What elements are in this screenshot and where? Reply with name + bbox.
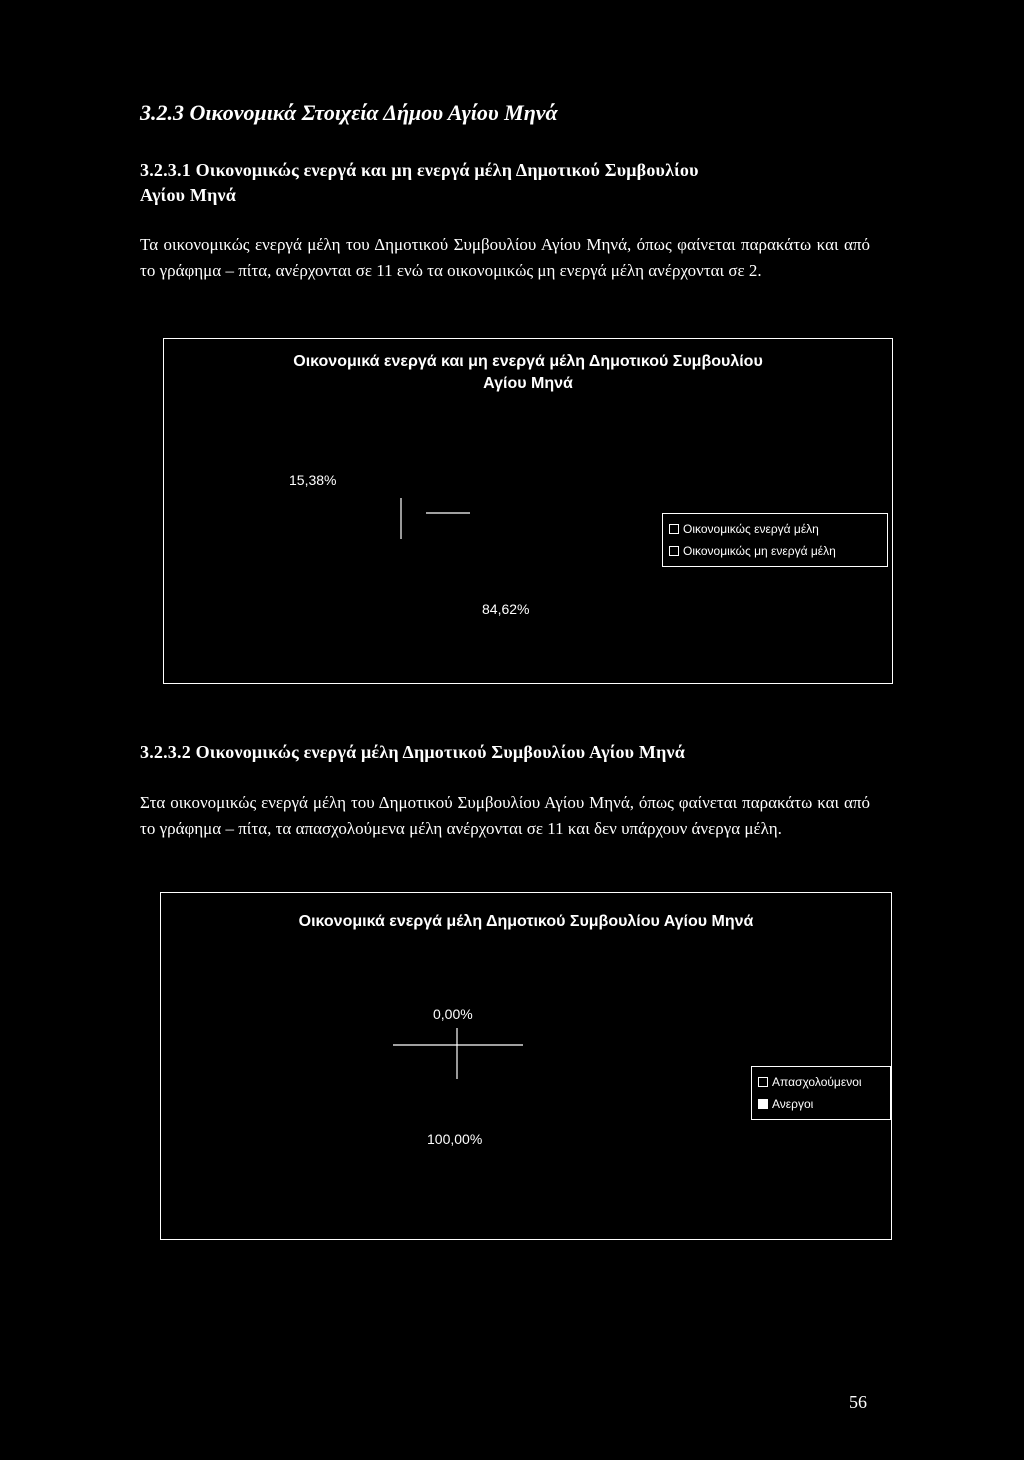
legend-swatch-icon [669,546,679,556]
chart-2-legend-label-employed: Απασχολούμενοι [772,1075,862,1089]
chart-1-title-line1: Οικονομικά ενεργά και μη ενεργά μέλη Δημοτικού Συμβουλίου [293,353,763,370]
subsection-1-paragraph: Τα οικονομικώς ενεργά μέλη του Δημοτικού Συμβουλίου Αγίου Μηνά, όπως φαίνεται παρακάτω και από το γράφημα – πίτα, ανέρχονται σε 11 ενώ τα οικονομικώς μη ενεργά μέλη ανέρχονται σε 2. [140,235,870,280]
subsection-2-heading: 3.2.3.2 Οικονομικώς ενεργά μέλη Δημοτικού Συμβουλίου Αγίου Μηνά [140,742,686,762]
legend-swatch-icon [758,1077,768,1087]
subsection-1-heading [140,160,880,206]
chart-2-label-employed: 100,00% [427,1131,483,1147]
chart-1-legend-item-active [669,518,881,540]
subsection-2-paragraph: Στα οικονομικώς ενεργά μέλη του Δημοτικού Συμβουλίου Αγίου Μηνά, όπως φαίνεται παρακάτω και από το γράφημα – πίτα, τα απασχολούμενα μέλη ανέρχονται σε 11 και δεν υπάρχουν άνεργα μέλη. [140,793,870,838]
chart-1-label-inactive: 15,38% [289,472,337,488]
chart-1-legend-label-inactive: Οικονομικώς μη ενεργά μέλη [683,544,836,558]
chart-2-legend-label-unemployed: Ανεργοι [772,1097,814,1111]
chart-1-title-line2: Αγίου Μηνά [483,375,573,392]
chart-2-legend-item-unemployed [758,1093,884,1115]
chart-1-legend-item-inactive [669,540,881,562]
page-number: 56 [849,1392,867,1412]
chart-2-legend [751,1066,891,1120]
section-heading: 3.2.3 Οικονομικά Στοιχεία Δήμου Αγίου Μηνά [140,100,558,125]
legend-swatch-icon [758,1099,768,1109]
chart-2 [160,892,892,1240]
subsection-1-heading-line2: Αγίου Μηνά [140,185,237,205]
chart-1 [163,338,893,684]
legend-swatch-icon [669,524,679,534]
chart-2-label-unemployed: 0,00% [433,1006,473,1022]
chart-1-legend [662,513,888,567]
chart-1-legend-label-active: Οικονομικώς ενεργά μέλη [683,522,819,536]
chart-1-label-active: 84,62% [482,601,530,617]
chart-2-legend-item-employed [758,1071,884,1093]
chart-2-title: Οικονομικά ενεργά μέλη Δημοτικού Συμβουλίου Αγίου Μηνά [298,913,754,930]
subsection-1-heading-line1: 3.2.3.1 Οικονομικώς ενεργά και μη ενεργά μέλη Δημοτικού Συμβουλίου [140,160,699,180]
chart-1-plot [164,339,892,683]
